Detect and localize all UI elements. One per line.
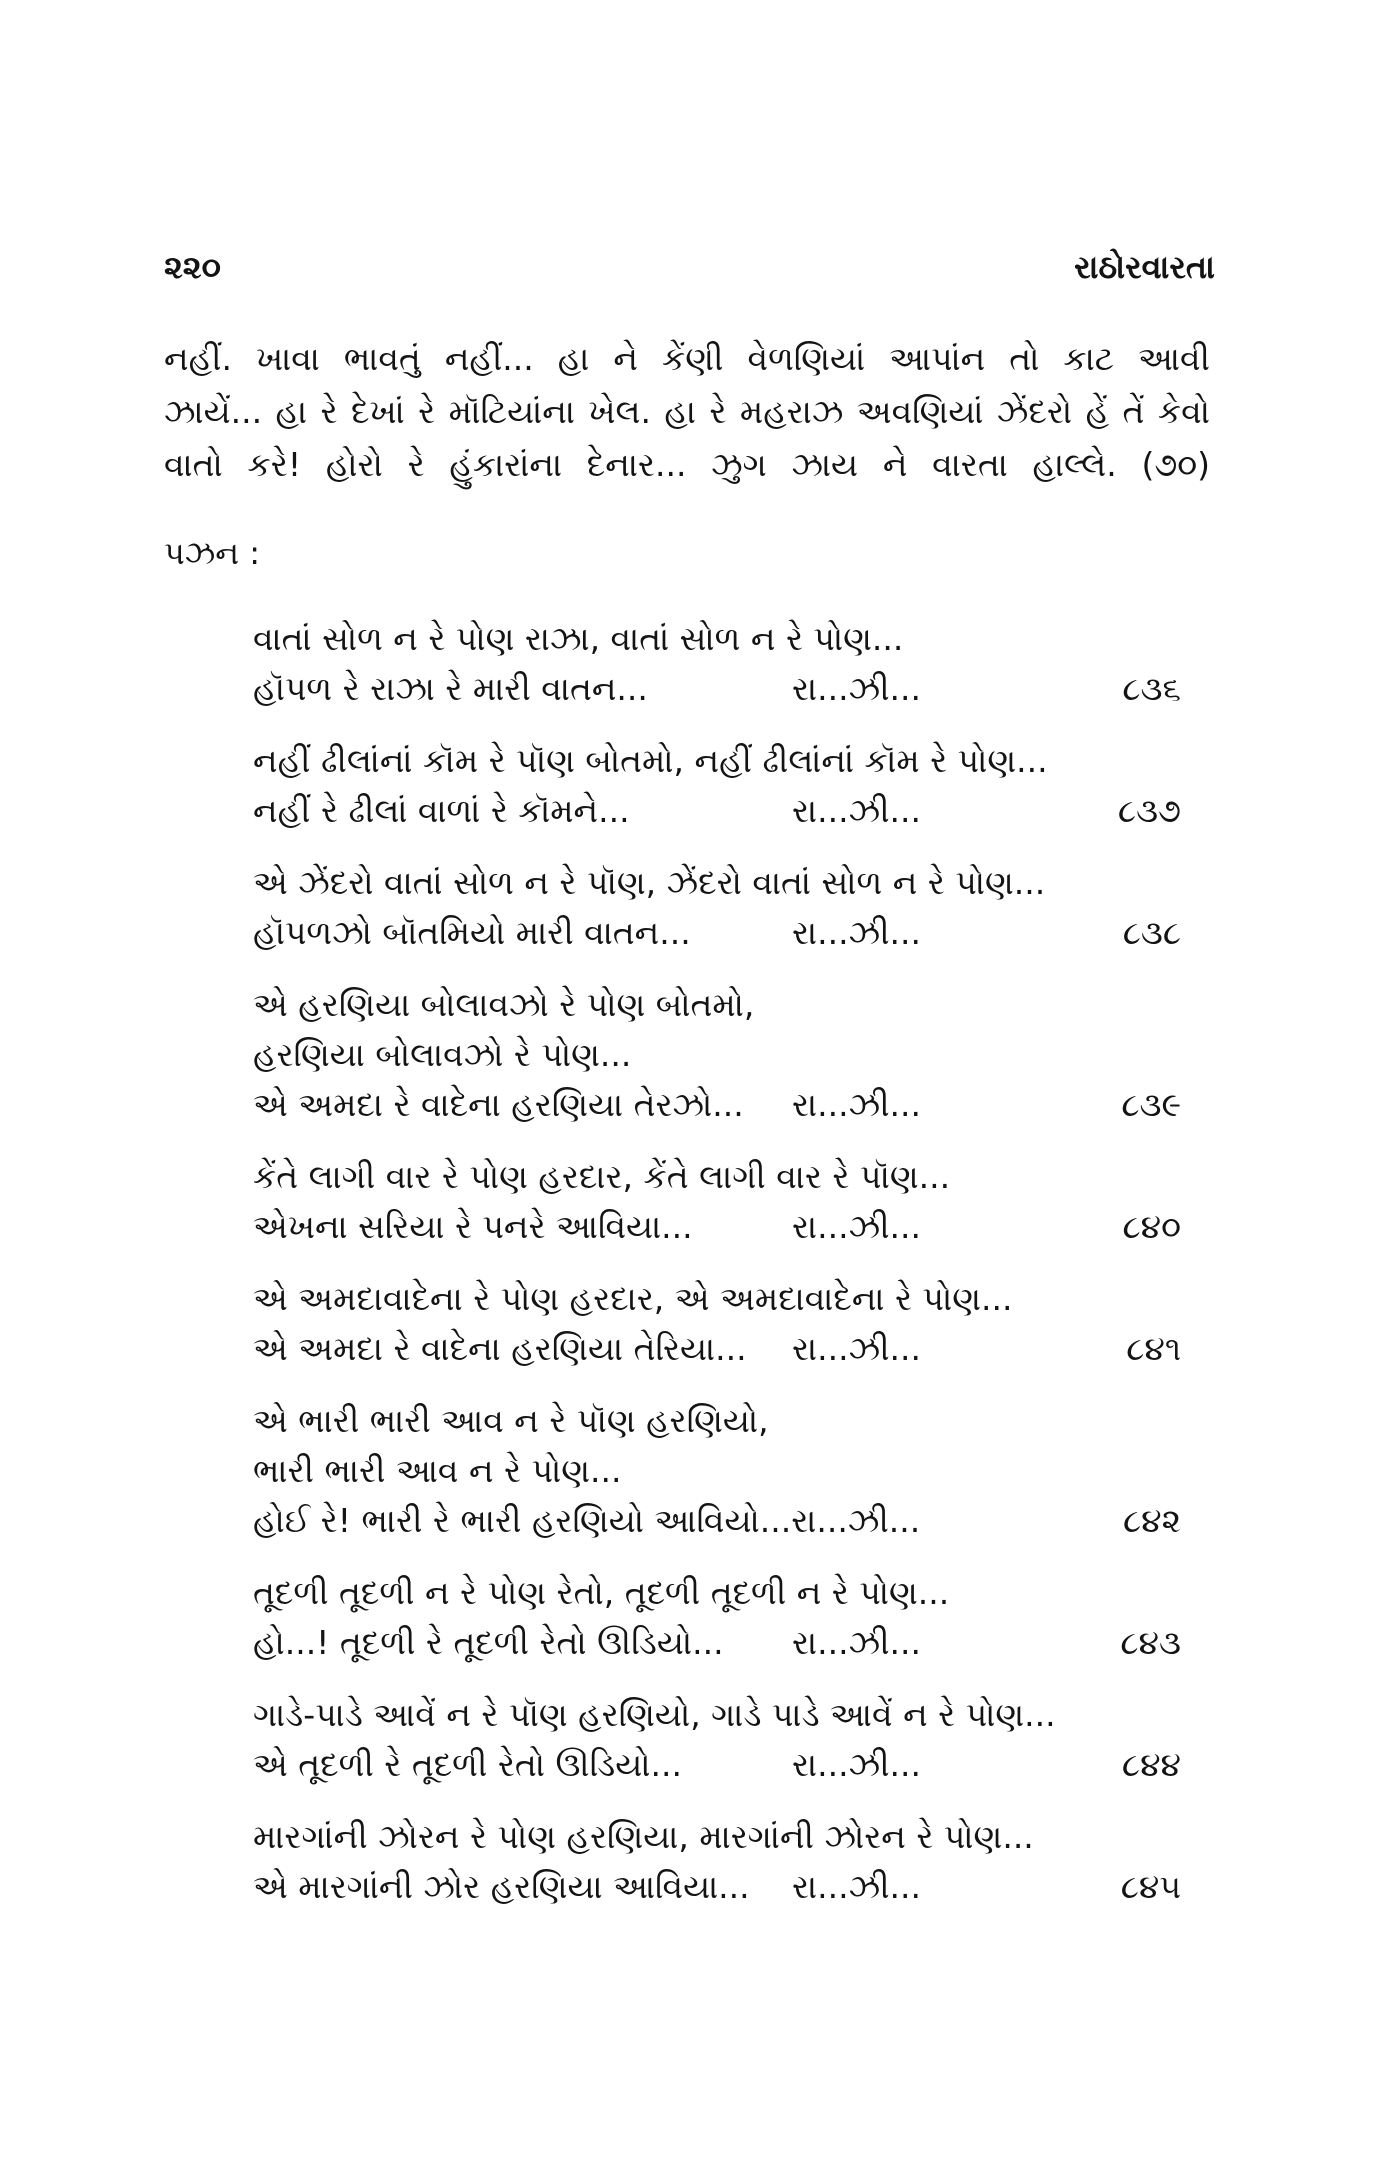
paragraph-line: નહીં. ખાવા ભાવતું નહીં... હા ને કેંણી વેળણિયાં આપાંન તો કાટ આવી	[164, 339, 1210, 378]
verse-line	[253, 1740, 1181, 1790]
stanza	[253, 1568, 1181, 1668]
verse-text: ભારી ભારી આવ ન રે પોણ...	[253, 1451, 622, 1490]
verse-text: હો...! તૂદળી રે તૂદળી રેતો ઊડિયો...	[253, 1623, 724, 1662]
refrain: રા...ઝી...	[792, 669, 922, 708]
verse-line	[253, 1568, 1181, 1618]
running-title: રાઠોરવારતા	[1074, 248, 1215, 286]
verse-text: વાતાં સોળ ન રે પોણ રાઝા, વાતાં સોળ ન રે પોણ...	[253, 619, 904, 658]
verse-text: હોઈ રે! ભારી રે ભારી હરણિયો આવિયો...રા...ઝી...	[253, 1501, 921, 1540]
verse-line	[253, 1496, 1181, 1546]
verse-text: નહીં રે ઢીલાં વાળાં રે કૉમને...	[253, 791, 630, 830]
verse-number: ૮૪૩	[1120, 1623, 1181, 1662]
refrain: રા...ઝી...	[792, 1085, 922, 1124]
verse-text: એ ભારી ભારી આવ ન રે પૉણ હરણિયો,	[253, 1401, 769, 1440]
refrain: રા...ઝી...	[792, 1207, 922, 1246]
verse-number: ૮૪૧	[1126, 1329, 1181, 1368]
verse-line	[253, 1324, 1181, 1374]
verse-number: ૮૩૯	[1121, 1085, 1181, 1124]
verse-line	[253, 1618, 1181, 1668]
page-number: ૨૨૦	[164, 248, 221, 286]
verse-number: ૮૪૫	[1120, 1867, 1181, 1906]
verse-number: ૮૩૬	[1122, 669, 1181, 708]
verse-text: હૉપળ રે રાઝા રે મારી વાતન...	[253, 669, 648, 708]
verse-text: એખના સરિયા રે પનરે આવિયા...	[253, 1207, 693, 1246]
verse-text: એ અમદા રે વાદેના હરણિયા તેરિયા...	[253, 1329, 747, 1368]
verse-text: હૉપળઝો બૉતમિયો મારી વાતન...	[253, 913, 691, 952]
refrain: રા...ઝી...	[792, 1329, 922, 1368]
verse-number: ૮૪૦	[1122, 1207, 1181, 1246]
verse-line	[253, 858, 1181, 908]
verse-text: એ હરણિયા બોલાવઝો રે પોણ બોતમો,	[253, 985, 755, 1024]
paragraph-line: ઝાયેં... હા રે દેખાં રે મૉટિયાંના ખેલ. હા રે મહરાઝ અવણિયાં ઝેંદરો હેં તેં કેવો	[164, 392, 1210, 431]
verse-number: ૮૩૮	[1122, 913, 1181, 952]
verse-line	[253, 1152, 1181, 1202]
verse-line	[253, 1274, 1181, 1324]
verse-line	[253, 1812, 1181, 1862]
refrain: રા...ઝી...	[792, 913, 922, 952]
verse-line	[253, 1446, 1181, 1496]
stanza	[253, 1812, 1181, 1912]
section-label: પઝન :	[164, 534, 261, 572]
refrain: રા...ઝી...	[792, 791, 922, 830]
verse-text: કેંતે લાગી વાર રે પોણ હરદાર, કેંતે લાગી વાર રે પૉણ...	[253, 1157, 951, 1196]
stanza	[253, 858, 1181, 958]
stanza	[253, 1690, 1181, 1790]
verse-line	[253, 614, 1181, 664]
verse-text: એ મારગાંની ઝોર હરણિયા આવિયા...	[253, 1867, 750, 1906]
verse-number: ૮૩૭	[1117, 791, 1181, 830]
refrain: રા...ઝી...	[792, 1623, 922, 1662]
verse-line	[253, 1396, 1181, 1446]
verse-line	[253, 736, 1181, 786]
verse-text: એ અમદાવાદેના રે પોણ હરદાર, એ અમદાવાદેના રે પોણ...	[253, 1279, 1013, 1318]
refrain: રા...ઝી...	[792, 1745, 922, 1784]
stanza	[253, 1152, 1181, 1252]
verse-line	[253, 908, 1181, 958]
verse-number: ૮૪૪	[1121, 1745, 1181, 1784]
verse-line	[253, 1202, 1181, 1252]
verse-line	[253, 1862, 1181, 1912]
stanza	[253, 736, 1181, 836]
verse-text: નહીં ઢીલાંનાં કૉમ રે પૉણ બોતમો, નહીં ઢીલાંનાં કૉમ રે પોણ...	[253, 741, 1048, 780]
verse-text: એ અમદા રે વાદેના હરણિયા તેરઝો...	[253, 1085, 744, 1124]
refrain: રા...ઝી...	[792, 1867, 922, 1906]
stanza	[253, 1396, 1181, 1546]
page-header	[164, 244, 1215, 290]
verse-text: તૂદળી તૂદળી ન રે પોણ રેતો, તૂદળી તૂદળી ન રે પોણ...	[253, 1573, 950, 1612]
stanza	[253, 1274, 1181, 1374]
verse-line	[253, 980, 1181, 1030]
verse-line	[253, 1690, 1181, 1740]
verse-text: હરણિયા બોલાવઝો રે પોણ...	[253, 1035, 632, 1074]
intro-paragraph	[164, 332, 1210, 491]
song-lyrics	[253, 614, 1181, 1934]
verse-text: એ ઝેંદરો વાતાં સોળ ન રે પૉણ, ઝેંદરો વાતાં સોળ ન રે પોણ...	[253, 863, 1046, 902]
stanza	[253, 614, 1181, 714]
verse-text: એ તૂદળી રે તૂદળી રેતો ઊડિયો...	[253, 1745, 682, 1784]
stanza	[253, 980, 1181, 1130]
verse-line	[253, 1080, 1181, 1130]
verse-text: ગાડે-પાડે આવેં ન રે પૉણ હરણિયો, ગાડે પાડે આવેં ન રે પોણ...	[253, 1695, 1056, 1734]
verse-number: ૮૪૨	[1123, 1501, 1181, 1540]
verse-line	[253, 664, 1181, 714]
paragraph-line: વાતો કરે! હોરો રે હુંકારાંના દેનાર... ઝુગ ઝાય ને વારતા હાલ્લે. (૭૦)	[164, 445, 1210, 484]
verse-text: મારગાંની ઝોરન રે પોણ હરણિયા, મારગાંની ઝોરન રે પોણ...	[253, 1817, 1034, 1856]
verse-line	[253, 786, 1181, 836]
verse-line	[253, 1030, 1181, 1080]
